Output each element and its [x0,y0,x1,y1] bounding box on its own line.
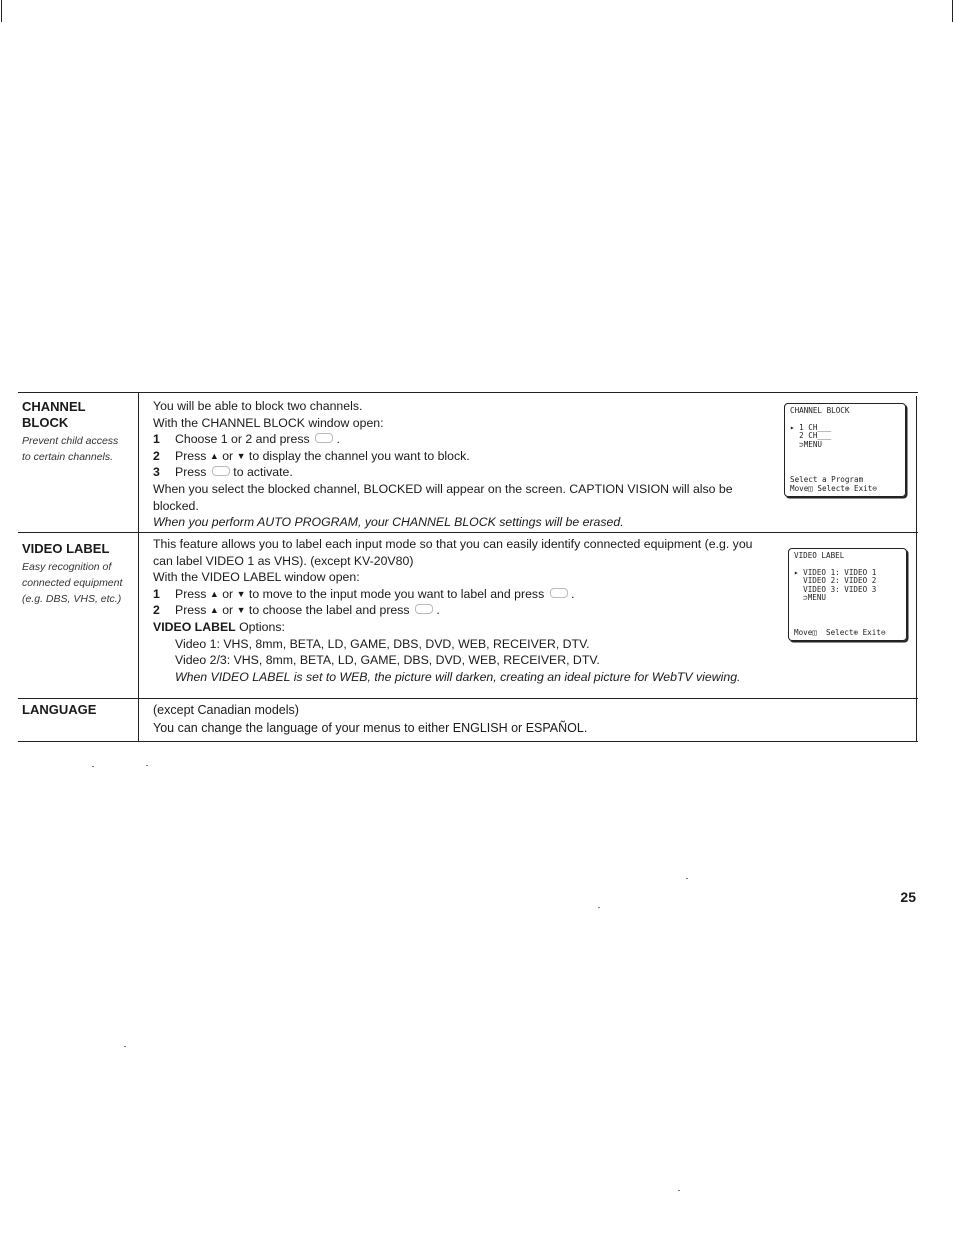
channel-block-intro-1: You will be able to block two channels. [153,399,363,413]
channel-block-body [153,398,733,531]
channel-block-intro-2: With the CHANNEL BLOCK window open: [153,415,384,430]
language-line-2: You can change the language of your menus to either ENGLISH or ESPAÑOL. [153,721,588,735]
step-text: Press [175,586,207,601]
video-label-step-1: 1 Press ▲ or ▼ to move to the input mode you want to label and press . [153,586,575,601]
video-label-sidebar [22,541,140,607]
left-edge-mark [1,0,2,22]
scan-speck [686,878,688,879]
up-arrow-icon: ▲ [209,450,219,461]
video-label-intro-3: With the VIDEO LABEL window open: [153,570,360,585]
step-text: to activate. [233,465,293,480]
video-label-intro-2: can label VIDEO 1 as VHS). (except KV-20V80) [153,553,414,568]
scan-speck [124,1046,126,1047]
language-heading: LANGUAGE [22,702,97,717]
select-button-icon [415,604,433,614]
osd-title: VIDEO LABEL [794,551,845,560]
step-text: to choose the label and press [248,603,410,618]
channel-block-subtitle [22,433,140,465]
step-text: or [222,448,234,463]
options-suffix: Options: [239,619,285,634]
table-top-rule [18,392,918,393]
step-text: to display the channel you want to block. [248,448,470,463]
row-divider [18,532,918,533]
channel-block-note-2: blocked. [153,498,199,513]
language-line-1: (except Canadian models) [153,703,299,717]
select-button-icon [315,433,333,443]
up-arrow-icon: ▲ [209,605,219,616]
video-label-sub-3: (e.g. DBS, VHS, etc.) [22,593,122,605]
language-body [153,701,587,737]
down-arrow-icon: ▼ [236,588,246,599]
channel-block-step-2 [153,448,733,465]
osd-footer: Select a Program Move◫ Select⊕ Exit⊖ [790,475,877,493]
channel-block-sub-2: to certain channels. [22,451,114,463]
table-bottom-rule [18,741,918,742]
video-label-osd [788,548,907,641]
down-arrow-icon: ▼ [236,450,246,461]
step-text: or [222,586,234,601]
scan-speck [598,907,600,908]
video-label-sub-2: connected equipment [22,577,123,589]
step-text: or [222,603,234,618]
channel-block-step-1: 1 Choose 1 or 2 and press . [153,432,340,447]
step-text: Choose 1 or 2 and press [175,432,310,447]
video-label-option-video1: Video 1: VHS, 8mm, BETA, LD, GAME, DBS, DVD, WEB, RECEIVER, DTV. [175,636,590,651]
video-label-options-heading [153,619,753,636]
down-arrow-icon: ▼ [236,605,246,616]
video-label-sub-1: Easy recognition of [22,561,112,573]
osd-title: CHANNEL BLOCK [790,406,850,415]
up-arrow-icon: ▲ [209,588,219,599]
table-right-edge [916,396,917,742]
osd-rows: ▸ 1 CH___ 2 CH___ ⊃MENU [790,423,832,449]
video-label-subtitle [22,559,140,607]
step-number: 2 [153,603,160,618]
scan-speck [678,1190,680,1191]
video-label-body [153,536,753,685]
page-number: 25 [900,889,916,905]
step-number: 1 [153,586,160,601]
step-text: Press [175,448,207,463]
channel-block-heading-2: BLOCK [22,415,69,430]
scan-speck [92,766,94,767]
select-button-icon [550,588,568,598]
video-label-intro-1: This feature allows you to label each input mode so that you can easily identify connected equipment (e.g. you [153,537,753,551]
video-label-option-video23: Video 2/3: VHS, 8mm, BETA, LD, GAME, DBS, DVD, WEB, RECEIVER, DTV. [175,653,600,668]
video-label-web-note: When VIDEO LABEL is set to WEB, the picture will darken, creating an ideal picture for WebTV viewing. [175,669,741,684]
step-text: to move to the input mode you want to label and press [248,586,545,601]
channel-block-heading: CHANNEL [22,399,86,414]
channel-block-sidebar [22,399,140,465]
step-number: 2 [153,448,160,463]
features-table [18,392,918,742]
osd-footer: Move◫ Select⊕ Exit⊖ [794,627,886,637]
video-label-heading: VIDEO LABEL [22,541,110,556]
language-sidebar [22,702,140,718]
select-button-icon [212,466,230,476]
channel-block-osd [784,403,906,497]
osd-rows: ▸ VIDEO 1: VIDEO 1 VIDEO 2: VIDEO 2 VIDEO 3: VIDEO 3 ⊃MENU [794,568,877,603]
row-divider [18,698,918,699]
step-number: 3 [153,465,160,480]
channel-block-step-3 [153,464,733,481]
options-label: VIDEO LABEL [153,619,236,634]
step-text: Press [175,465,207,480]
step-text: Press [175,603,207,618]
video-label-step-2: 2 Press ▲ or ▼ to choose the label and press . [153,603,440,618]
channel-block-sub-1: Prevent child access [22,435,119,447]
step-number: 1 [153,432,160,447]
scan-speck [146,765,148,766]
channel-block-warning: When you perform AUTO PROGRAM, your CHANNEL BLOCK settings will be erased. [153,515,624,530]
right-edge-mark [952,0,953,22]
channel-block-note-1: When you select the blocked channel, BLOCKED will appear on the screen. CAPTION VISION will also be [153,481,733,496]
